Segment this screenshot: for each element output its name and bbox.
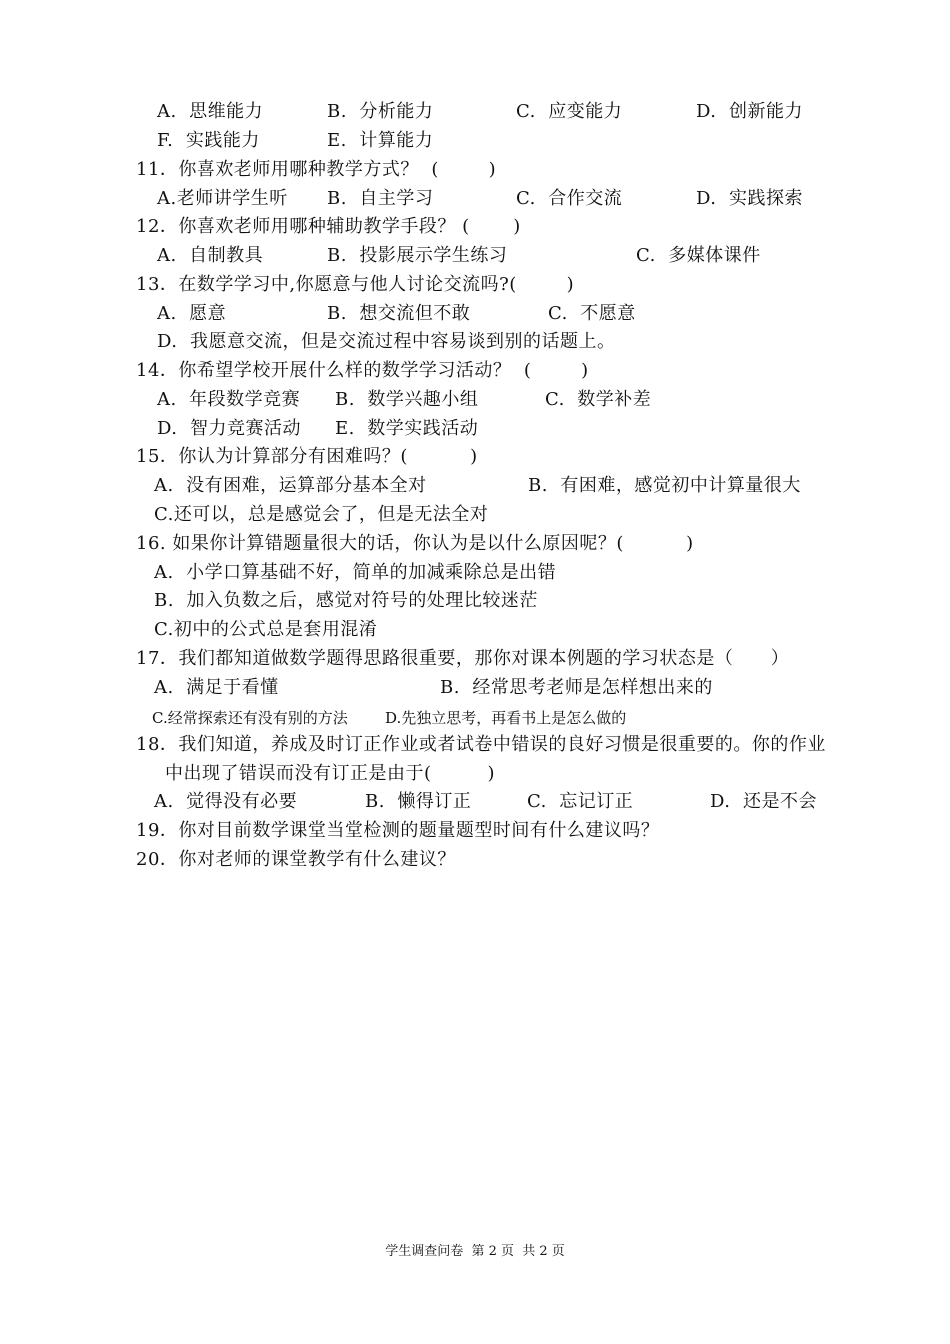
option-text: A. 觉得没有必要 xyxy=(154,791,298,812)
question-text: 19．你对目前数学课堂当堂检测的题量题型时间有什么建议吗？ xyxy=(136,820,660,841)
option-text: C. 应变能力 xyxy=(516,101,623,122)
option-text: B. 有困难，感觉初中计算量很大 xyxy=(528,475,801,496)
question-text: 13．在数学学习中,你愿意与他人讨论交流吗?( ) xyxy=(136,274,575,295)
question-text: 11．你喜欢老师用哪种教学方式？ ( ) xyxy=(136,159,497,180)
option-text: A.老师讲学生听 xyxy=(157,188,288,209)
option-text: A. 思维能力 xyxy=(157,101,264,122)
question-text: 中出现了错误而没有订正是由于( ) xyxy=(165,763,496,784)
option-text: B. 自主学习 xyxy=(327,188,434,209)
option-text: B. 经常思考老师是怎样想出来的 xyxy=(440,677,713,698)
option-text: B. 懒得订正 xyxy=(365,791,472,812)
option-text: C. 数学补差 xyxy=(545,389,652,410)
option-text: C.还可以，总是感觉会了，但是无法全对 xyxy=(154,504,489,525)
option-text: D. 实践探索 xyxy=(696,188,803,209)
option-text: A. 年段数学竞赛 xyxy=(157,389,301,410)
option-text: C.初中的公式总是套用混淆 xyxy=(154,619,378,640)
option-text: C.经常探索还有没有别的方法 xyxy=(152,709,348,727)
question-text: 18．我们知道，养成及时订正作业或者试卷中错误的良好习惯是很重要的。你的作业 xyxy=(136,734,826,755)
option-text: C. 不愿意 xyxy=(548,303,636,324)
option-text: A. 没有困难，运算部分基本全对 xyxy=(154,475,427,496)
option-text: A. 愿意 xyxy=(157,303,227,324)
option-text: E. 计算能力 xyxy=(327,130,434,151)
option-text: D. 智力竞赛活动 xyxy=(157,418,301,439)
option-text: B. 想交流但不敢 xyxy=(327,303,471,324)
option-text: A. 小学口算基础不好，简单的加减乘除总是出错 xyxy=(154,562,557,583)
question-text: 16. 如果你计算错题量很大的话，你认为是以什么原因呢？( ) xyxy=(136,533,694,554)
option-text: E. 数学实践活动 xyxy=(335,418,479,439)
option-text: D. 我愿意交流，但是交流过程中容易谈到别的话题上。 xyxy=(157,331,616,352)
option-text: C. 忘记订正 xyxy=(527,791,634,812)
option-text: B. 加入负数之后，感觉对符号的处理比较迷茫 xyxy=(154,590,538,611)
option-text: D. 还是不会 xyxy=(710,791,817,812)
option-text: A. 自制教具 xyxy=(157,245,264,266)
page-footer: 学生调查问卷 第 2 页 共 2 页 xyxy=(385,1244,565,1259)
option-text: B. 数学兴趣小组 xyxy=(335,389,479,410)
question-text: 15．你认为计算部分有困难吗？( ) xyxy=(136,446,478,467)
option-text: C. 合作交流 xyxy=(516,188,623,209)
question-text: 17．我们都知道做数学题得思路很重要，那你对课本例题的学习状态是（ ） xyxy=(136,648,790,669)
question-text: 12．你喜欢老师用哪种辅助教学手段？ ( ) xyxy=(136,216,521,237)
option-text: D.先独立思考，再看书上是怎么做的 xyxy=(385,709,627,727)
option-text: A. 满足于看懂 xyxy=(154,677,279,698)
question-text: 20．你对老师的课堂教学有什么建议？ xyxy=(136,849,456,870)
option-text: B. 分析能力 xyxy=(327,101,434,122)
option-text: F. 实践能力 xyxy=(157,130,260,151)
option-text: B. 投影展示学生练习 xyxy=(327,245,508,266)
question-text: 14．你希望学校开展什么样的数学学习活动？ ( ) xyxy=(136,360,589,381)
option-text: D. 创新能力 xyxy=(696,101,803,122)
option-text: C. 多媒体课件 xyxy=(636,245,761,266)
